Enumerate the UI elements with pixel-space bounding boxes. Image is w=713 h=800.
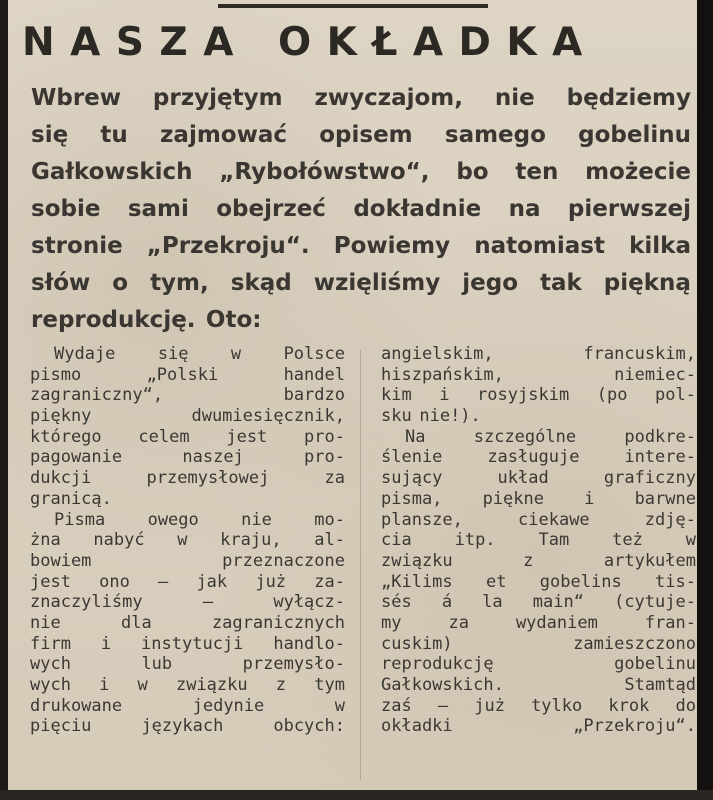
word: językach [141, 716, 224, 737]
word: sami [127, 196, 189, 222]
word: kim [381, 385, 412, 406]
word: et [485, 571, 507, 592]
word: bo [456, 159, 489, 185]
column-line [381, 489, 696, 510]
word: kilka [629, 233, 691, 259]
word: i [100, 633, 112, 654]
word: francuskim, [583, 344, 696, 364]
word: „Kilims [381, 571, 453, 592]
word: la [482, 592, 503, 613]
word: ślenie [381, 447, 443, 468]
word: sobie [31, 196, 101, 222]
word: sku [381, 406, 412, 427]
word: á [441, 592, 453, 613]
word: zwyczajom, [314, 85, 463, 111]
word: możecie [585, 159, 691, 185]
column-line [381, 385, 696, 406]
word: ono [99, 571, 130, 592]
word: pol- [655, 385, 696, 406]
word: pro- [304, 447, 345, 468]
left-column [30, 344, 345, 737]
word: reprodukcję [381, 654, 494, 675]
word: ten [515, 159, 559, 185]
word: mo- [314, 509, 345, 530]
column-line [381, 365, 696, 386]
column-line [30, 696, 345, 717]
column-line [381, 468, 696, 489]
column-line [381, 592, 696, 613]
word: (po [596, 385, 628, 406]
column-line [381, 675, 696, 696]
word: handel [283, 364, 345, 385]
word: hiszpańskim, [381, 364, 504, 385]
word: z [523, 550, 534, 571]
word: wych [30, 654, 71, 675]
word: wyłącz- [273, 592, 345, 613]
word: krok [608, 695, 650, 716]
word: cia [381, 530, 412, 551]
column-line [30, 551, 345, 572]
word: związku [175, 675, 248, 695]
column-line [30, 675, 345, 696]
word: tu [100, 122, 128, 148]
column-line [30, 613, 345, 634]
word: Wydaje [54, 344, 116, 364]
word: artykułem [603, 550, 696, 571]
word: dukcji [30, 468, 92, 489]
lead-line [31, 80, 691, 117]
scan-edge-right [697, 0, 713, 800]
word: pismo [30, 364, 82, 385]
column-divider [360, 350, 361, 780]
column-line [381, 406, 696, 427]
column-line [381, 716, 696, 737]
word: układ [497, 468, 549, 489]
column-line [30, 654, 345, 675]
word: dwumiesięcznik, [191, 406, 345, 427]
word: pięciu [30, 716, 92, 737]
word: piękne [482, 488, 544, 509]
word: za [324, 468, 345, 489]
word: przyjętym [152, 85, 283, 111]
column-line [381, 654, 696, 675]
word: zagraniczny“, [30, 385, 164, 406]
word: za [448, 612, 469, 633]
column-line [30, 592, 345, 613]
column-line [381, 510, 696, 531]
column-line [30, 716, 345, 737]
word: żna [30, 530, 61, 551]
word: dokładnie [353, 196, 482, 222]
word: znaczyliśmy [30, 592, 143, 613]
scan-edge-bottom [0, 790, 713, 800]
top-rule [218, 4, 488, 8]
word: celem [138, 426, 190, 447]
column-line [381, 427, 696, 448]
word: instytucji [141, 633, 244, 654]
word: z [275, 675, 287, 695]
word: sujący [381, 468, 443, 489]
word: tylko [531, 695, 583, 716]
word: tym, [150, 270, 209, 296]
word: jego [462, 270, 518, 296]
word: gobelinu [578, 122, 691, 148]
word: natomiast [474, 233, 605, 259]
word: jak [196, 571, 228, 592]
word: piękną [603, 270, 691, 296]
column-line [30, 468, 345, 489]
column-line [381, 572, 696, 593]
word: al- [314, 530, 345, 551]
word: firm [30, 633, 71, 654]
word: opisem [319, 122, 413, 148]
word: — [202, 592, 214, 613]
lead-line [31, 191, 691, 228]
word: nie [494, 85, 535, 111]
word: handlo- [273, 633, 345, 654]
lead-line [31, 154, 691, 191]
word: reprodukcję. [31, 307, 196, 333]
word: zaś [381, 695, 412, 716]
headline: NASZA OKŁADKA [22, 20, 598, 65]
word: rosyjskim [477, 385, 570, 406]
column-line [30, 427, 345, 448]
word: na [508, 196, 541, 222]
column-line [30, 572, 345, 593]
word: pierwszej [567, 196, 691, 222]
word: zagranicznych [211, 612, 345, 633]
word: przeznaczone [222, 550, 345, 571]
word: w [177, 530, 188, 551]
word: słów [31, 270, 91, 296]
column-line [30, 344, 345, 365]
word: intere- [624, 447, 696, 468]
word: i [439, 385, 450, 406]
word: w [685, 530, 696, 551]
word: — [437, 695, 449, 716]
word: zasługuje [487, 447, 580, 468]
word: gobelins [539, 571, 622, 592]
word: będziemy [566, 85, 691, 111]
word: zdję- [644, 509, 696, 530]
word: nie [241, 509, 272, 530]
word: drukowane [30, 695, 123, 716]
word: zamieszczono [573, 633, 696, 654]
word: obcych: [273, 716, 345, 737]
word: dla [120, 612, 152, 633]
word: lub [141, 654, 173, 675]
word: nie [30, 612, 61, 633]
word: o [112, 270, 129, 296]
lead-line [31, 117, 691, 154]
word: się [157, 344, 189, 364]
word: już [255, 571, 287, 592]
column-line [381, 696, 696, 717]
column-line [30, 489, 345, 510]
lead-line [31, 228, 691, 265]
word: bardzo [283, 385, 345, 406]
word: „Przekroju“. [146, 233, 310, 259]
word: przemysło- [242, 654, 345, 675]
word: ciekawe [518, 509, 590, 530]
column-line [381, 530, 696, 551]
column-line [30, 385, 345, 406]
word: Pisma [54, 509, 106, 530]
word: i [99, 675, 110, 695]
word: „Rybołówstwo“, [219, 159, 430, 185]
word: itp. [454, 530, 496, 551]
word: Oto: [205, 307, 262, 333]
lead-line [31, 302, 691, 339]
word: Wbrew [31, 85, 122, 111]
word: tym [314, 675, 345, 695]
right-column [381, 344, 696, 737]
word: Powiemy [333, 233, 451, 259]
word: pro- [304, 426, 345, 447]
word: też [612, 530, 643, 551]
word: w [230, 344, 242, 364]
word: fran- [644, 612, 696, 633]
word: i [584, 488, 595, 509]
word: kraju, [220, 530, 282, 551]
column-line [30, 634, 345, 655]
lead-paragraph [31, 80, 691, 339]
word: — [158, 571, 169, 592]
word: nie!). [419, 406, 481, 427]
column-line [381, 551, 696, 572]
word: Na [405, 426, 426, 447]
word: jest [30, 571, 71, 592]
word: okładki [381, 716, 453, 737]
word: piękny [30, 406, 92, 427]
word: Polsce [283, 344, 345, 364]
word: plansze, [381, 509, 463, 530]
word: do [675, 695, 696, 716]
word: pisma, [381, 488, 443, 509]
word: samego [444, 122, 546, 148]
column-line [381, 613, 696, 634]
column-line [30, 365, 345, 386]
word: związku [381, 550, 453, 571]
word: sés [381, 592, 412, 613]
word: „Polski [146, 364, 219, 385]
word: wzięliśmy [313, 270, 441, 296]
word: barwne [634, 488, 696, 509]
word: graficzny [603, 468, 696, 489]
word: Gałkowskich [31, 159, 193, 185]
column-line [30, 406, 345, 427]
word: za- [314, 571, 345, 592]
word: podkre- [624, 426, 696, 447]
word: tak [539, 270, 582, 296]
word: owego [147, 509, 199, 530]
word: przemysłowej [146, 468, 270, 489]
word: nabyć [93, 530, 145, 551]
word: Gałkowskich. [381, 675, 504, 695]
lead-line [31, 265, 691, 302]
word: niemiec- [614, 364, 696, 385]
word: w [137, 675, 148, 695]
column-line [381, 344, 696, 365]
word: zajmować [160, 122, 287, 148]
word: gobelinu [614, 654, 696, 675]
word: main“ [532, 592, 584, 613]
word: bowiem [30, 550, 92, 571]
column-line [381, 447, 696, 468]
word: obejrzeć [216, 196, 326, 222]
word: „Przekroju“. [573, 716, 696, 737]
column-line [30, 447, 345, 468]
word: stronie [31, 233, 123, 259]
word: już [474, 695, 505, 716]
word: skąd [230, 270, 292, 296]
column-line [381, 634, 696, 655]
word: jest [226, 426, 268, 447]
word: szczególne [473, 426, 577, 447]
newspaper-clipping [8, 0, 697, 790]
word: się [31, 122, 69, 148]
word: wydaniem [515, 612, 598, 633]
word: jedynie [192, 695, 265, 716]
word: naszej [182, 447, 244, 468]
word: angielskim, [381, 344, 494, 364]
word: w [334, 695, 345, 716]
word: my [381, 612, 402, 633]
word: Stamtąd [624, 675, 696, 695]
word: Tam [538, 530, 570, 551]
word: wych [30, 675, 71, 695]
word: cuskim) [381, 633, 453, 654]
word: (cytuje- [614, 592, 696, 613]
word: pagowanie [30, 447, 123, 468]
column-line [30, 530, 345, 551]
column-line [30, 510, 345, 531]
word: którego [30, 426, 102, 447]
word: tis- [655, 571, 696, 592]
word: granicą. [30, 488, 112, 509]
